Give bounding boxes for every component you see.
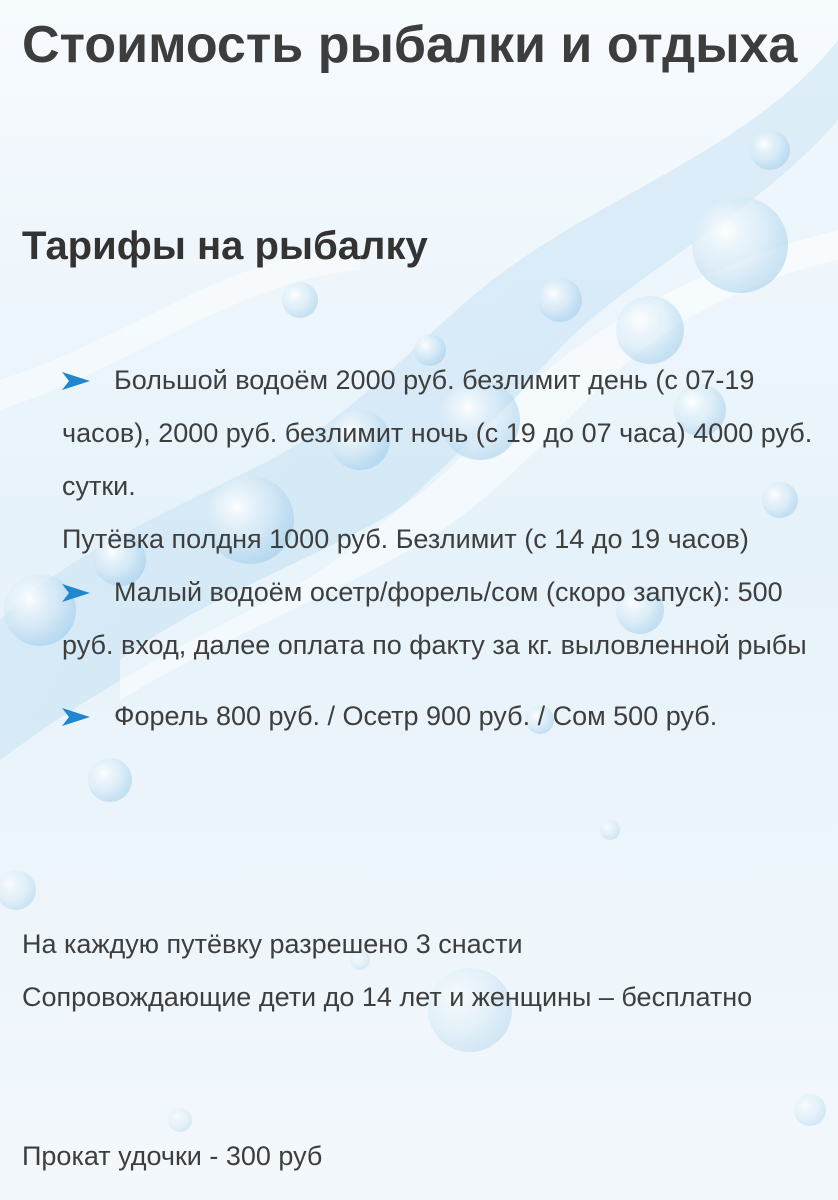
tariff-extra: Путёвка полдня 1000 руб. Безлимит (с 14 до 19 часов): [62, 524, 749, 554]
tariff-text: Малый водоём осетр/форель/сом (скоро запуск): 500 руб. вход, далее оплата по факту за кг. выловленной рыбы: [62, 577, 807, 660]
right-arrowhead-icon: [62, 566, 114, 619]
tariff-line: [62, 354, 822, 513]
tariff-list: [62, 354, 822, 761]
tariff-item-small-pond: [62, 566, 822, 672]
tariff-item-large-pond: [62, 354, 822, 566]
note-tackle-limit: На каждую путёвку разрешено 3 снасти: [22, 929, 523, 959]
tariff-item-fish-prices: [62, 690, 822, 743]
notes-block: [22, 918, 812, 1024]
right-arrowhead-icon: [62, 354, 114, 407]
tariff-text: Форель 800 руб. / Осетр 900 руб. / Сом 500 руб.: [114, 701, 718, 731]
section-title: Тарифы на рыбалку: [22, 224, 428, 268]
tariff-text: Большой водоём 2000 руб. безлимит день (с 07-19 часов), 2000 руб. безлимит ночь (с 19 до 07 часа) 4000 руб. сутки.: [62, 365, 813, 501]
page-title: Стоимость рыбалки и отдыха: [22, 16, 798, 74]
rod-rental-price: Прокат удочки - 300 руб: [22, 1141, 323, 1171]
note-free-companions: Сопровождающие дети до 14 лет и женщины – бесплатно: [22, 982, 753, 1012]
right-arrowhead-icon: [62, 690, 114, 743]
